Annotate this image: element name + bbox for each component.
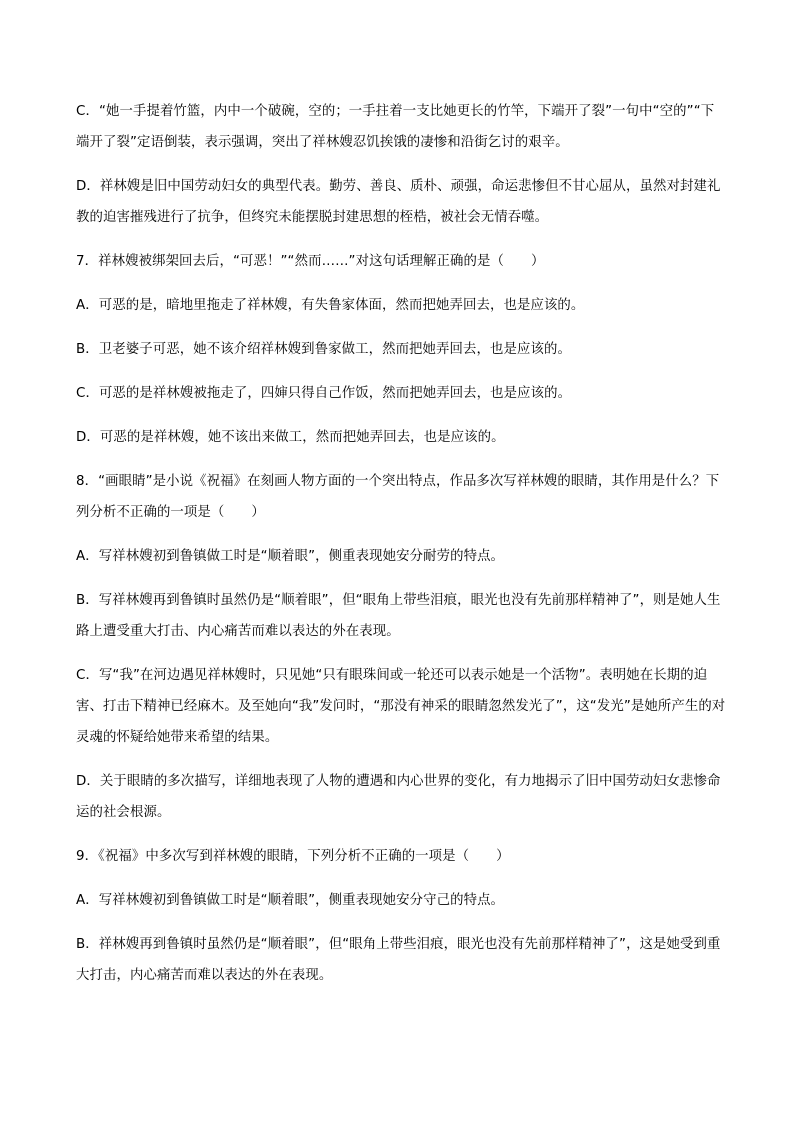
question-7: 7．祥林嫂被绑架回去后，“可恶！”“然而……”对这句话理解正确的是（ ） [76, 254, 545, 269]
document-body [76, 96, 726, 1004]
option-c-paragraph: C．“她一手提着竹篮，内中一个破碗，空的；一手拄着一支比她更长的竹竿，下端开了裂”一句中“空的”“下端开了裂”定语倒装，表示强调，突出了祥林嫂忍饥挨饿的凄惨和沿街乞讨的艰辛。 [76, 104, 715, 150]
question-7-option-a: A．可恶的是，暗地里拖走了祥林嫂，有失鲁家体面，然而把她弄回去，也是应该的。 [76, 298, 585, 313]
question-8-option-d: D．关于眼睛的多次描写，详细地表现了人物的遭遇和内心世界的变化，有力地揭示了旧中国劳动妇女悲惨命运的社会根源。 [76, 774, 721, 820]
question-9-option-a: A．写祥林嫂初到鲁镇做工时是“顺着眼”，侧重表现她安分守己的特点。 [76, 893, 505, 908]
question-8-option-a: A．写祥林嫂初到鲁镇做工时是“顺着眼”，侧重表现她安分耐劳的特点。 [76, 549, 505, 564]
question-8: 8．“画眼睛”是小说《祝福》在刻画人物方面的一个突出特点，作品多次写祥林嫂的眼睛，其作用是什么？下列分析不正确的一项是（ ） [76, 474, 720, 520]
question-9-option-b: B．祥林嫂再到鲁镇时虽然仍是“顺着眼”，但“眼角上带些泪痕，眼光也没有先前那样精神了”，这是她受到重大打击，内心痛苦而难以表达的外在表现。 [76, 937, 721, 983]
question-7-option-b: B．卫老婆子可恶，她不该介绍祥林嫂到鲁家做工，然而把她弄回去，也是应该的。 [76, 342, 571, 357]
question-7-option-c: C．可恶的是祥林嫂被拖走了，四婶只得自己作饭，然而把她弄回去，也是应该的。 [76, 386, 572, 401]
option-d-paragraph: D．祥林嫂是旧中国劳动妇女的典型代表。勤劳、善良、质朴、顽强，命运悲惨但不甘心屈从，虽然对封建礼教的迫害摧残进行了抗争，但终究未能摆脱封建思想的桎梏，被社会无情吞噬。 [76, 179, 721, 225]
question-8-option-b: B．写祥林嫂再到鲁镇时虽然仍是“顺着眼”，但“眼角上带些泪痕，眼光也没有先前那样精神了”，则是她人生路上遭受重大打击、内心痛苦而难以表达的外在表现。 [76, 593, 721, 639]
question-9: 9．《祝福》中多次写到祥林嫂的眼睛，下列分析不正确的一项是（ ） [76, 849, 510, 864]
question-8-option-c: C．写“我”在河边遇见祥林嫂时，只见她“只有眼珠间或一轮还可以表示她是一个活物”。表明她在长期的迫害、打击下精神已经麻木。及至她向“我”发问时，“那没有神采的眼睛忽然发光了”，这“发光”是她所产生的对灵魂的怀疑给她带来希望的结果。 [76, 668, 726, 745]
question-7-option-d: D．可恶的是祥林嫂，她不该出来做工，然而把她弄回去，也是应该的。 [76, 430, 505, 445]
